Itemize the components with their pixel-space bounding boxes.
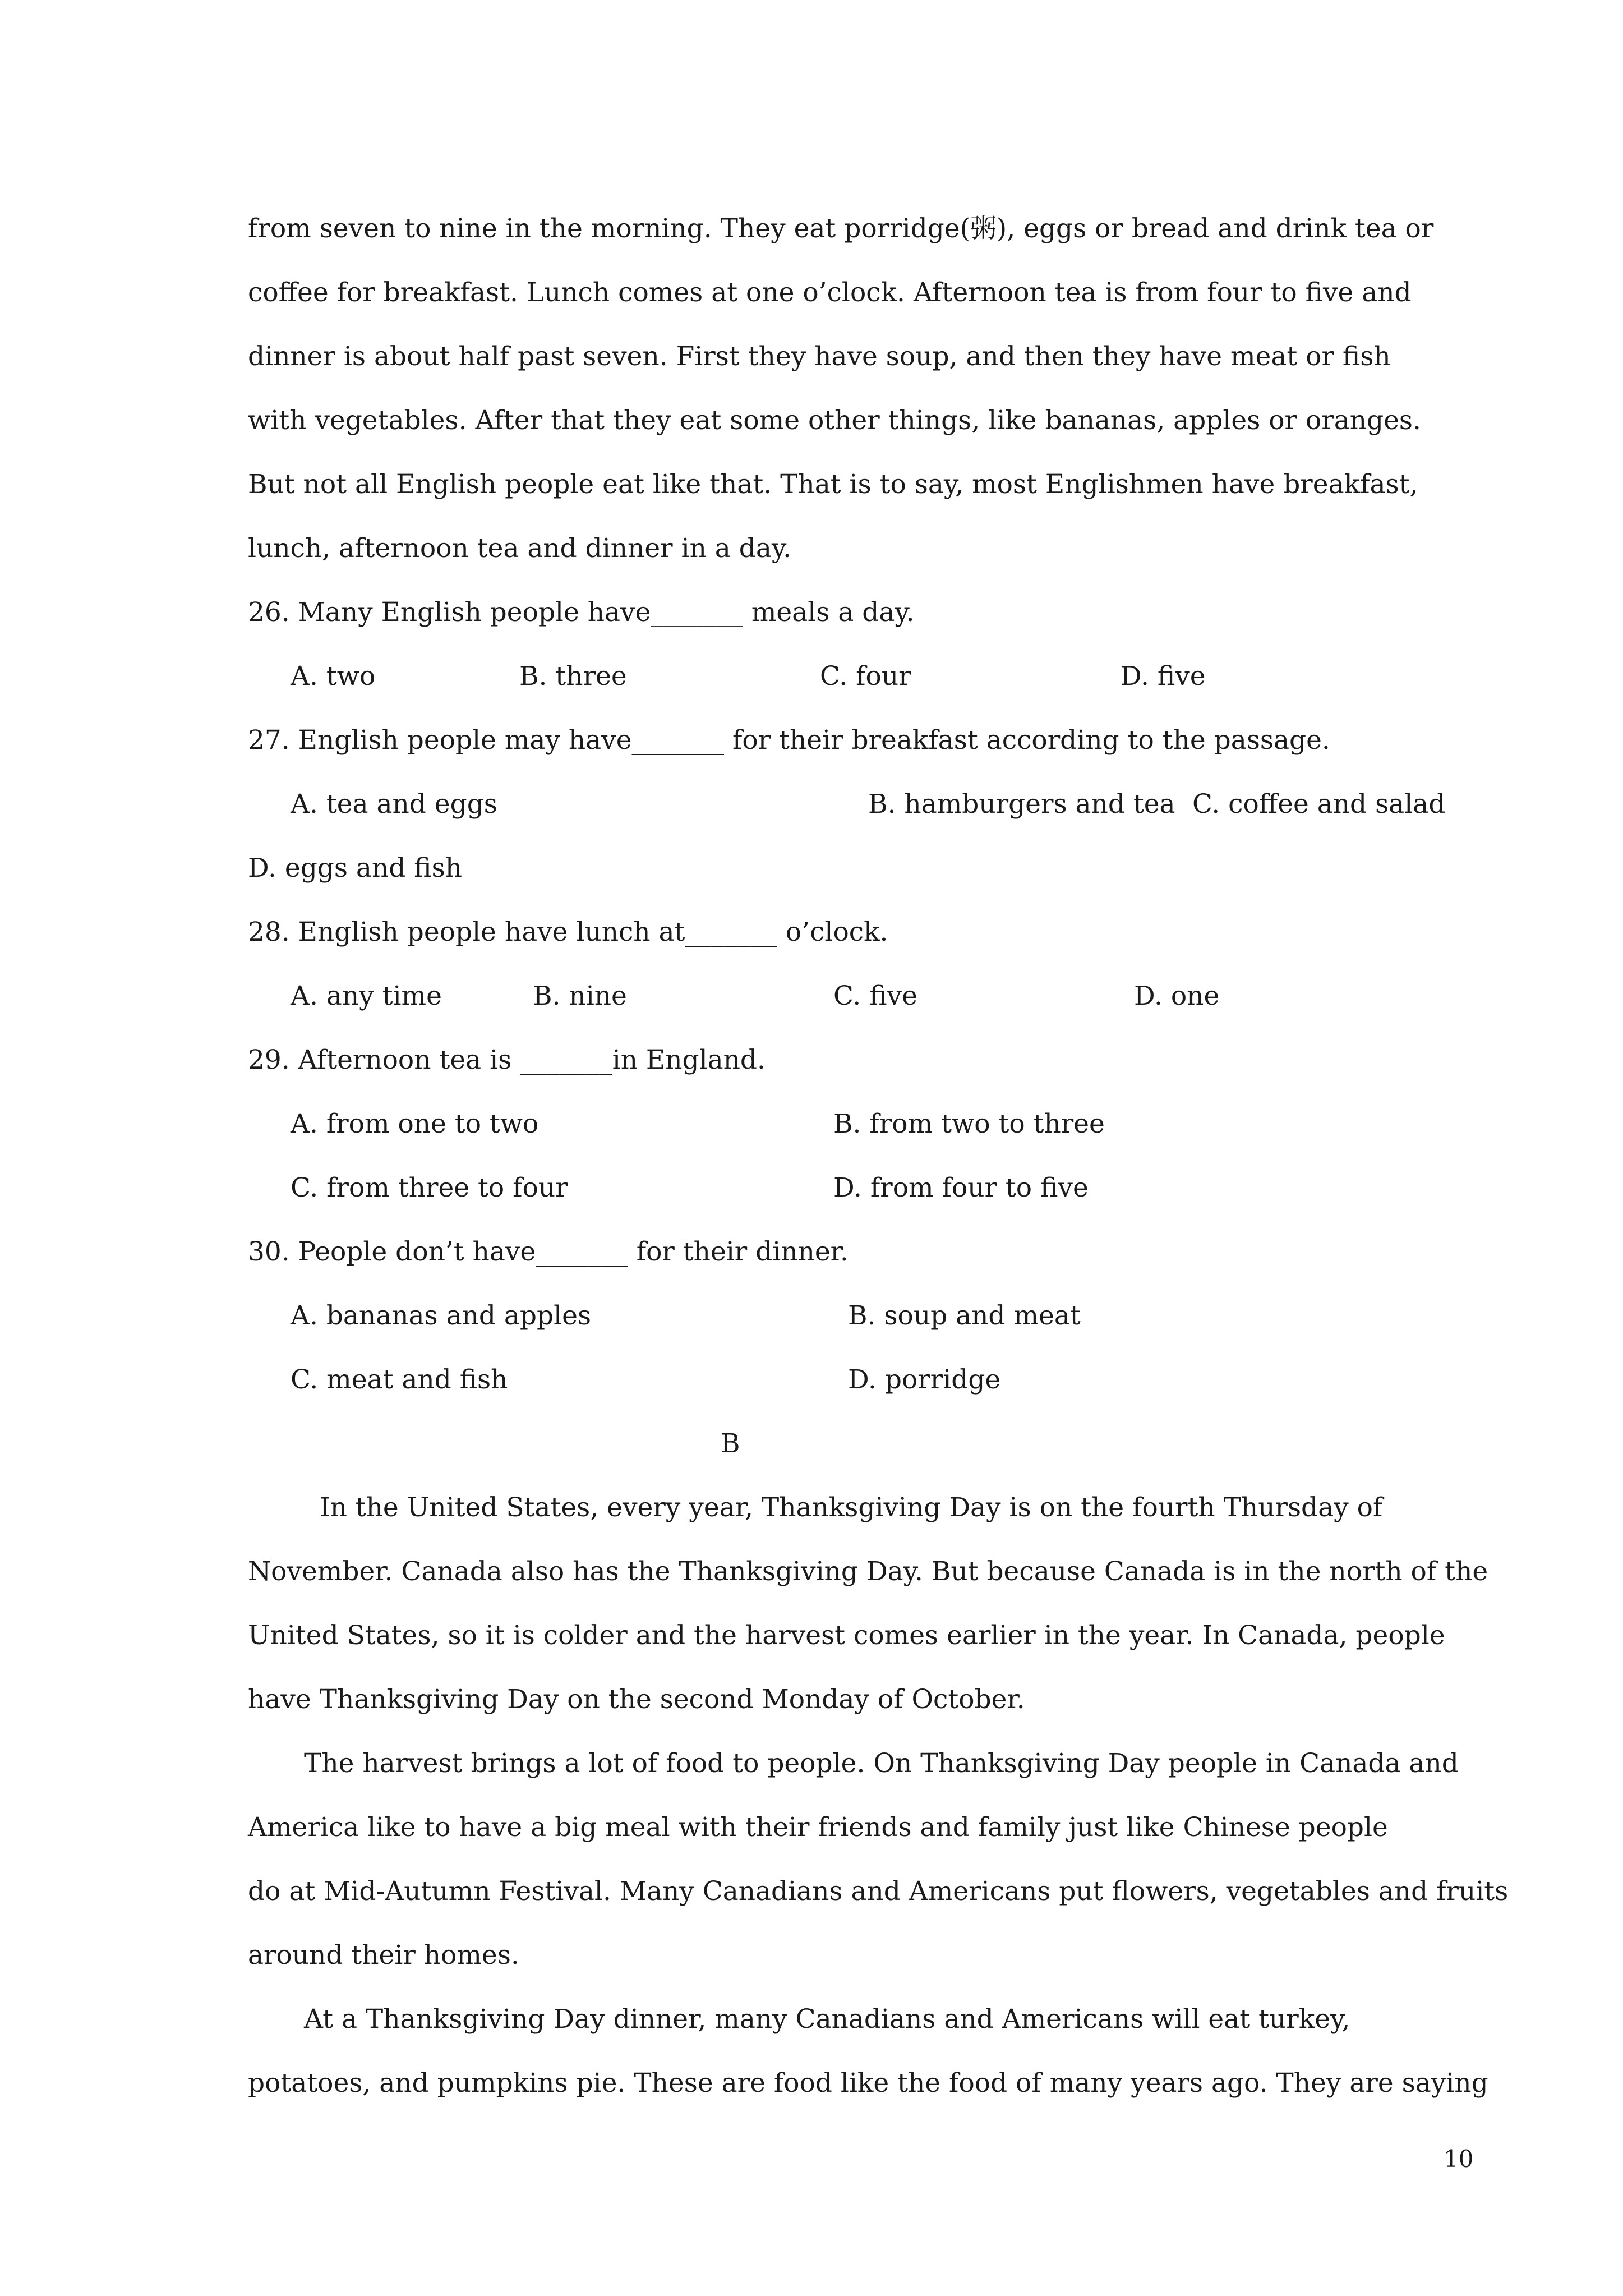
passage-a-line-1: from seven to nine in the morning. They eat porridge(粥), eggs or bread and drink tea or xyxy=(248,213,1434,244)
passage-a-line-2: coffee for breakfast. Lunch comes at one o’clock. Afternoon tea is from four to five and xyxy=(248,277,1412,308)
section-b-heading: B xyxy=(721,1428,740,1459)
question-29-option-a: A. from one to two xyxy=(291,1108,539,1139)
question-27-option-d: D. eggs and fish xyxy=(248,853,462,884)
passage-a-line-6: lunch, afternoon tea and dinner in a day. xyxy=(248,533,792,564)
passage-b-line-1: In the United States, every year, Thanksgiving Day is on the fourth Thursday of xyxy=(320,1492,1383,1523)
question-26-option-d: D. five xyxy=(1121,661,1206,692)
question-29-option-c: C. from three to four xyxy=(291,1172,568,1203)
question-30-stem: 30. People don’t have_______ for their dinner. xyxy=(248,1236,849,1267)
question-30-option-d: D. porridge xyxy=(848,1364,1001,1395)
question-27-option-c: C. coffee and salad xyxy=(1192,789,1446,820)
question-29-option-d: D. from four to five xyxy=(833,1172,1089,1203)
question-26-option-b: B. three xyxy=(519,661,627,692)
passage-b-line-3: United States, so it is colder and the harvest comes earlier in the year. In Canada, people xyxy=(248,1620,1445,1651)
passage-b-line-7: do at Mid-Autumn Festival. Many Canadians and Americans put flowers, vegetables and fruits xyxy=(248,1876,1509,1907)
question-29-stem: 29. Afternoon tea is _______in England. xyxy=(248,1045,766,1075)
passage-a-line-4: with vegetables. After that they eat some other things, like bananas, apples or oranges. xyxy=(248,405,1421,436)
question-26-stem: 26. Many English people have_______ meals a day. xyxy=(248,597,915,628)
passage-b-line-9: At a Thanksgiving Day dinner, many Canadians and Americans will eat turkey, xyxy=(304,2004,1350,2035)
question-27-option-b: B. hamburgers and tea xyxy=(868,789,1175,820)
question-28-option-b: B. nine xyxy=(533,981,627,1011)
question-28-option-d: D. one xyxy=(1134,981,1220,1011)
question-27-option-a: A. tea and eggs xyxy=(291,789,497,820)
passage-b-line-2: November. Canada also has the Thanksgiving Day. But because Canada is in the north of the xyxy=(248,1556,1488,1587)
passage-b-line-6: America like to have a big meal with their friends and family just like Chinese people xyxy=(248,1812,1388,1843)
passage-b-line-8: around their homes. xyxy=(248,1940,519,1971)
passage-a-line-3: dinner is about half past seven. First they have soup, and then they have meat or fish xyxy=(248,341,1391,372)
question-28-option-c: C. five xyxy=(833,981,917,1011)
passage-a-line-5: But not all English people eat like that. That is to say, most Englishmen have breakfast, xyxy=(248,469,1418,500)
question-27-stem: 27. English people may have_______ for their breakfast according to the passage. xyxy=(248,725,1330,756)
passage-b-line-10: potatoes, and pumpkins pie. These are food like the food of many years ago. They are saying xyxy=(248,2068,1488,2099)
question-26-option-a: A. two xyxy=(291,661,376,692)
question-28-option-a: A. any time xyxy=(291,981,442,1011)
question-30-option-c: C. meat and fish xyxy=(291,1364,508,1395)
question-26-option-c: C. four xyxy=(820,661,911,692)
question-28-stem: 28. English people have lunch at_______ o’clock. xyxy=(248,917,888,947)
question-30-option-a: A. bananas and apples xyxy=(291,1300,592,1331)
passage-b-line-4: have Thanksgiving Day on the second Monday of October. xyxy=(248,1684,1025,1715)
question-29-option-b: B. from two to three xyxy=(833,1108,1105,1139)
passage-b-line-5: The harvest brings a lot of food to people. On Thanksgiving Day people in Canada and xyxy=(304,1748,1459,1779)
question-30-option-b: B. soup and meat xyxy=(848,1300,1081,1331)
page-number: 10 xyxy=(1444,2145,1474,2173)
